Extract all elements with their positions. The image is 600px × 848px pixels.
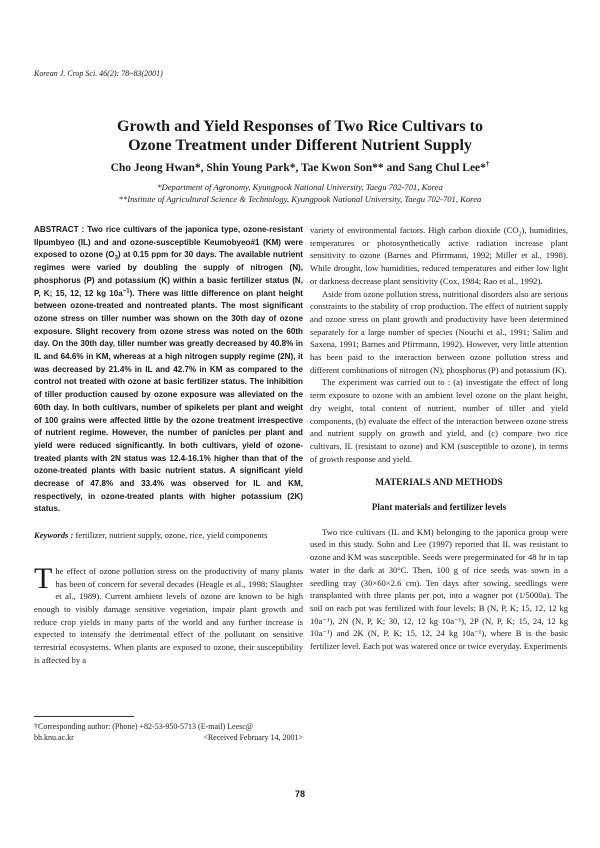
paper-title — [40, 117, 560, 155]
right-paragraph-3: The experiment was carried out to : (a) investigate the effect of long term exposure to ozone with an ambient level ozone on the plant height, dry weight, total content of nutrient, number of tiller and yield components, (b) evaluate the effect of the interaction between ozone stress and nutrient supply on growth and yield, and (c) compare two rice cultivars, IL (resistant to ozone) and KM (susceptible to ozone), in terms of growth response and yield. — [310, 377, 568, 464]
author-list — [40, 162, 560, 174]
corresponding-dagger: † — [485, 160, 490, 169]
title-line-1: Growth and Yield Responses of Two Rice Cultivars to — [117, 118, 483, 135]
abstract — [34, 224, 303, 516]
footnote-divider — [34, 716, 134, 717]
footnote-email-domain: bh.knu.ac.kr — [34, 733, 74, 742]
subsection-heading: Plant materials and fertilizer levels — [371, 502, 507, 513]
affiliation-1: *Department of Agronomy, Kyungpook National University, Taegu 702-701, Korea — [157, 182, 443, 192]
title-line-2: Ozone Treatment under Different Nutrient Supply — [128, 137, 472, 154]
right-column — [310, 224, 568, 653]
footnote-line-1: †Corresponding author: (Phone) +82-53-950-5713 (E-mail) Leesc@ — [34, 722, 254, 731]
left-column — [34, 224, 303, 667]
abstract-text-3: ). There was little difference on plant height between ozone-treated and nontreated plants. The most significant ozone stress on tiller number was shown on the 30th day of ozone exposure. Slight recovery from ozone stress was noted on the 60th day. On the 30th day, tiller number was greatly decreased by 40.8% in IL and 64.6% in KM, whereas at a high nitrogen supply regime (2N), it was decreased by 21.4% in IL and 42.7% in KM as compared to the control not treated with ozone at basic fertilizer status. The inhibition of tiller production caused by ozone exposure was alleviated on the 60th day. In both cultivars, number of spikelets per plant and weight of 100 grains were affected little by the ozone treatment irrespective of nutrient regime. However, the number of panicles per plant and yield were reduced significantly. In both cultivars, yield of ozone-treated plants with 2N status was 12.4-16.1% higher than that of the ozone-treated plants with basic nutrient status. A significant yield decrease of 47.8% and 33.4% was observed for IL and KM, respectively, in ozone-treated plants with higher potassium (2K) status. — [34, 288, 304, 514]
journal-citation: Korean J. Crop Sci. 46(2): 78~83(2001) — [34, 69, 163, 78]
drop-cap: T — [34, 561, 53, 595]
footnote — [34, 721, 303, 743]
abstract-superscript: −1 — [122, 287, 130, 294]
section-heading: MATERIALS AND METHODS — [375, 478, 503, 489]
right-paragraph-1a: variety of environmental factors. High carbon dioxide (CO — [310, 225, 519, 235]
abstract-text-2: ) at 0.15 ppm for 30 days. The available nutrient regimes were varied by doubling the supply of nitrogen (N), phosphorus (P) and potassium (K) within a basic fertilizer status (N, P, K; 15, 12, 12 kg 10a — [34, 250, 303, 298]
author-names: Cho Jeong Hwan*, Shin Young Park*, Tae Kwon Son** and Sang Chul Lee* — [110, 162, 486, 174]
abstract-subscript: 3 — [114, 256, 118, 263]
keywords — [34, 529, 303, 542]
introduction-paragraph — [34, 561, 303, 667]
keywords-label: Keywords : — [34, 530, 74, 541]
affiliations — [40, 181, 560, 205]
footnote-line-2 — [34, 732, 303, 743]
introduction-text: he effect of ozone pollution stress on the productivity of many plants has been of concern for several decades (Heagle et al., 1998; Slaughter et al., 1989). Current ambient levels of ozone are known to be high enough to visibly damage sensitive vegetation, impair plant growth and reduce crop yields in many parts of the world and any further increase is expected to intensify the detrimental effect of the pollutant on sensitive terrestrial ecosystems. When plants are exposed to ozone, their susceptibility is affected by a — [34, 565, 303, 665]
affiliation-2: **Institute of Agricultural Science & Technology, Kyungpook National University, Taegu 702-701, Korea — [118, 194, 482, 204]
right-paragraph-1b: ), humidities, temperatures or photosynthetically active radiation increase plant sensitivity to ozone (Barnes and Pfirrmann, 1992; Miller et al., 1998). While drought, low humidities, reduced temperatures and either low light or darkness decrease plant sensitivity (Cox, 1984; Rao et al., 1992). — [310, 225, 569, 286]
right-paragraph-2: Aside from ozone pollution stress, nutritional disorders also are serious constraints to the stability of crop production. The effect of nutrient supply and ozone stress on plant growth and productivity have been determined separately for a large number of species (Nouchi et al., 1991; Salim and Saxena, 1991; Barnes and Pfirrmann, 1992). However, very little attention has been paid to the interaction between ozone pollution stress and different combinations of nitrogen (N), phosphorus (P) and potassium (K). — [310, 288, 568, 375]
co2-subscript: 2 — [518, 231, 522, 238]
abstract-text-1: ABSTRACT : Two rice cultivars of the japonica type, ozone-resistant Ilpumbyeo (IL) and and ozone-susceptible Keumobyeo#1 (KM) were exposed to ozone (O — [34, 225, 303, 260]
keywords-text: fertilizer, nutrient supply, ozone, rice, yield components — [73, 530, 268, 541]
received-date: <Received February 14, 2001> — [203, 733, 303, 742]
right-paragraph-4: Two rice cultivars (IL and KM) belonging to the japonica group were used in this study. Sohn and Lee (1997) reported that IL was resistant to ozone and KM was susceptible. Seeds were pregerminated for 48 hr in tap water in the dark at 30°C. Then, 100 g of rice seeds was sown in a seedling tray (30×60×2.6 cm). Ten days after sowing, seedlings were transplanted with three plants per pot, into a wagner pot (1/5000a). The soil on each pot was fertilized with four levels; B (N, P, K; 15, 12, 12 kg 10a⁻¹), 2N (N, P, K; 30, 12, 12 kg 10a⁻¹), 2P (N, P, K; 15, 24, 12 kg 10a⁻¹) and 2K (N, P, K; 15, 12, 24 kg 10a⁻¹), where B is the basic fertilizer level. Each pot was watered once or twice everyday. Experiments — [310, 526, 568, 652]
page-number: 78 — [294, 789, 305, 799]
right-paragraph-1 — [310, 224, 568, 288]
